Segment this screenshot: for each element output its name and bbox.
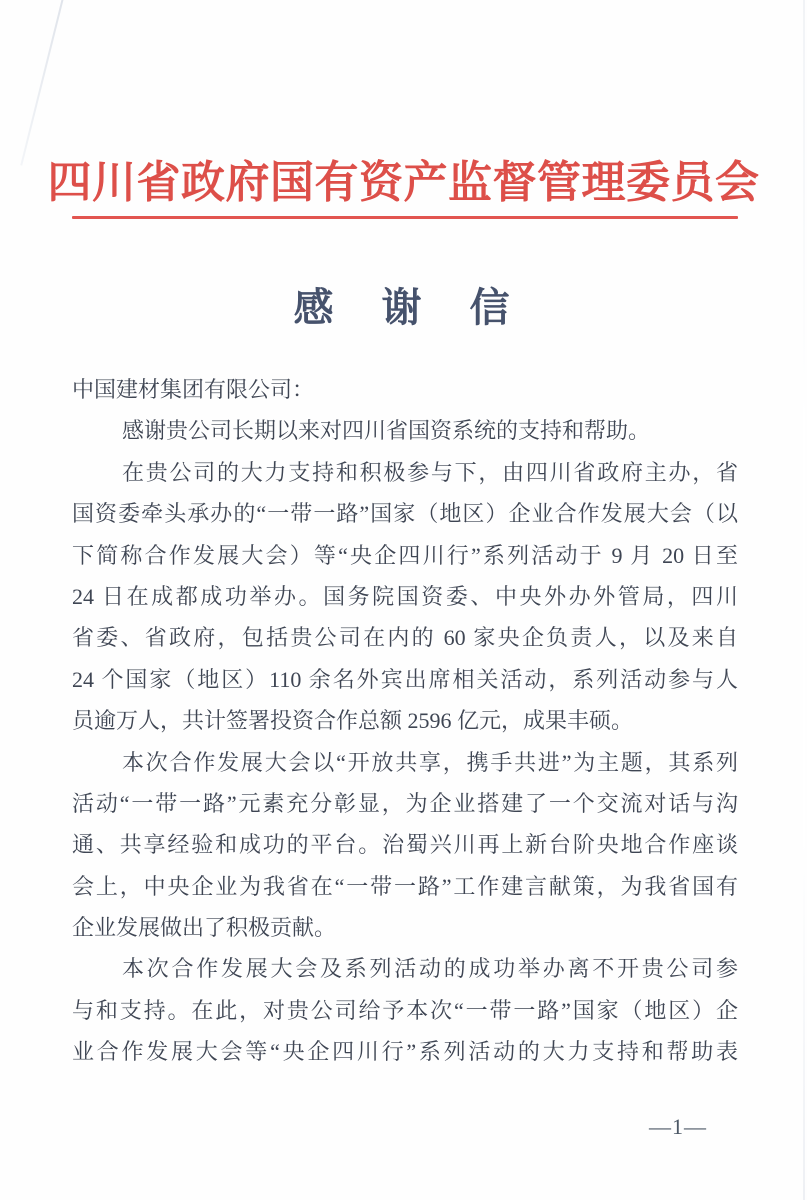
body-line: 本次合作发展大会及系列活动的成功举办离不开贵公司参 bbox=[122, 956, 738, 982]
body-line: 省委、省政府，包括贵公司在内的 60 家央企负责人，以及来自 bbox=[72, 625, 738, 651]
org-name: 四川省政府国有资产监督管理委员会 bbox=[47, 158, 760, 207]
page-number: —1— bbox=[649, 1114, 707, 1139]
body-line: 24 日在成都成功举办。国务院国资委、中央外办外管局，四川 bbox=[72, 583, 738, 609]
body-line: 下简称合作发展大会）等“央企四川行”系列活动于 9 月 20 日至 bbox=[72, 542, 738, 568]
body-line: 活动“一带一路”元素充分彰显，为企业搭建了一个交流对话与沟 bbox=[72, 790, 738, 816]
letter-title: 感 谢 信 bbox=[293, 285, 514, 330]
body-line: 本次合作发展大会以“开放共享，携手共进”为主题，其系列 bbox=[122, 749, 738, 775]
letterhead bbox=[0, 146, 807, 210]
body-line: 在贵公司的大力支持和积极参与下，由四川省政府主办，省 bbox=[122, 459, 738, 485]
body-line: 业合作发展大会等“央企四川行”系列活动的大力支持和帮助表 bbox=[72, 1039, 738, 1065]
body-line: 国资委牵头承办的“一带一路”国家（地区）企业合作发展大会（以 bbox=[72, 501, 738, 527]
letter-body bbox=[72, 369, 738, 1073]
body-line: 通、共享经验和成功的平台。治蜀兴川再上新台阶央地合作座谈 bbox=[72, 832, 738, 858]
body-line: 24 个国家（地区）110 余名外宾出席相关活动，系列活动参与人 bbox=[72, 666, 738, 692]
letterhead-rule bbox=[72, 216, 738, 219]
scan-artifact-diagonal bbox=[20, 0, 65, 166]
body-line: 员逾万人，共计签署投资合作总额 2596 亿元，成果丰硕。 bbox=[72, 708, 634, 734]
body-line: 企业发展做出了积极贡献。 bbox=[72, 915, 337, 941]
body-line: 会上，中央企业为我省在“一带一路”工作建言献策，为我省国有 bbox=[72, 873, 738, 899]
body-line: 中国建材集团有限公司： bbox=[72, 377, 315, 402]
body-line: 与和支持。在此，对贵公司给予本次“一带一路”国家（地区）企 bbox=[72, 997, 738, 1023]
body-line: 感谢贵公司长期以来对四川省国资系统的支持和帮助。 bbox=[122, 418, 651, 444]
